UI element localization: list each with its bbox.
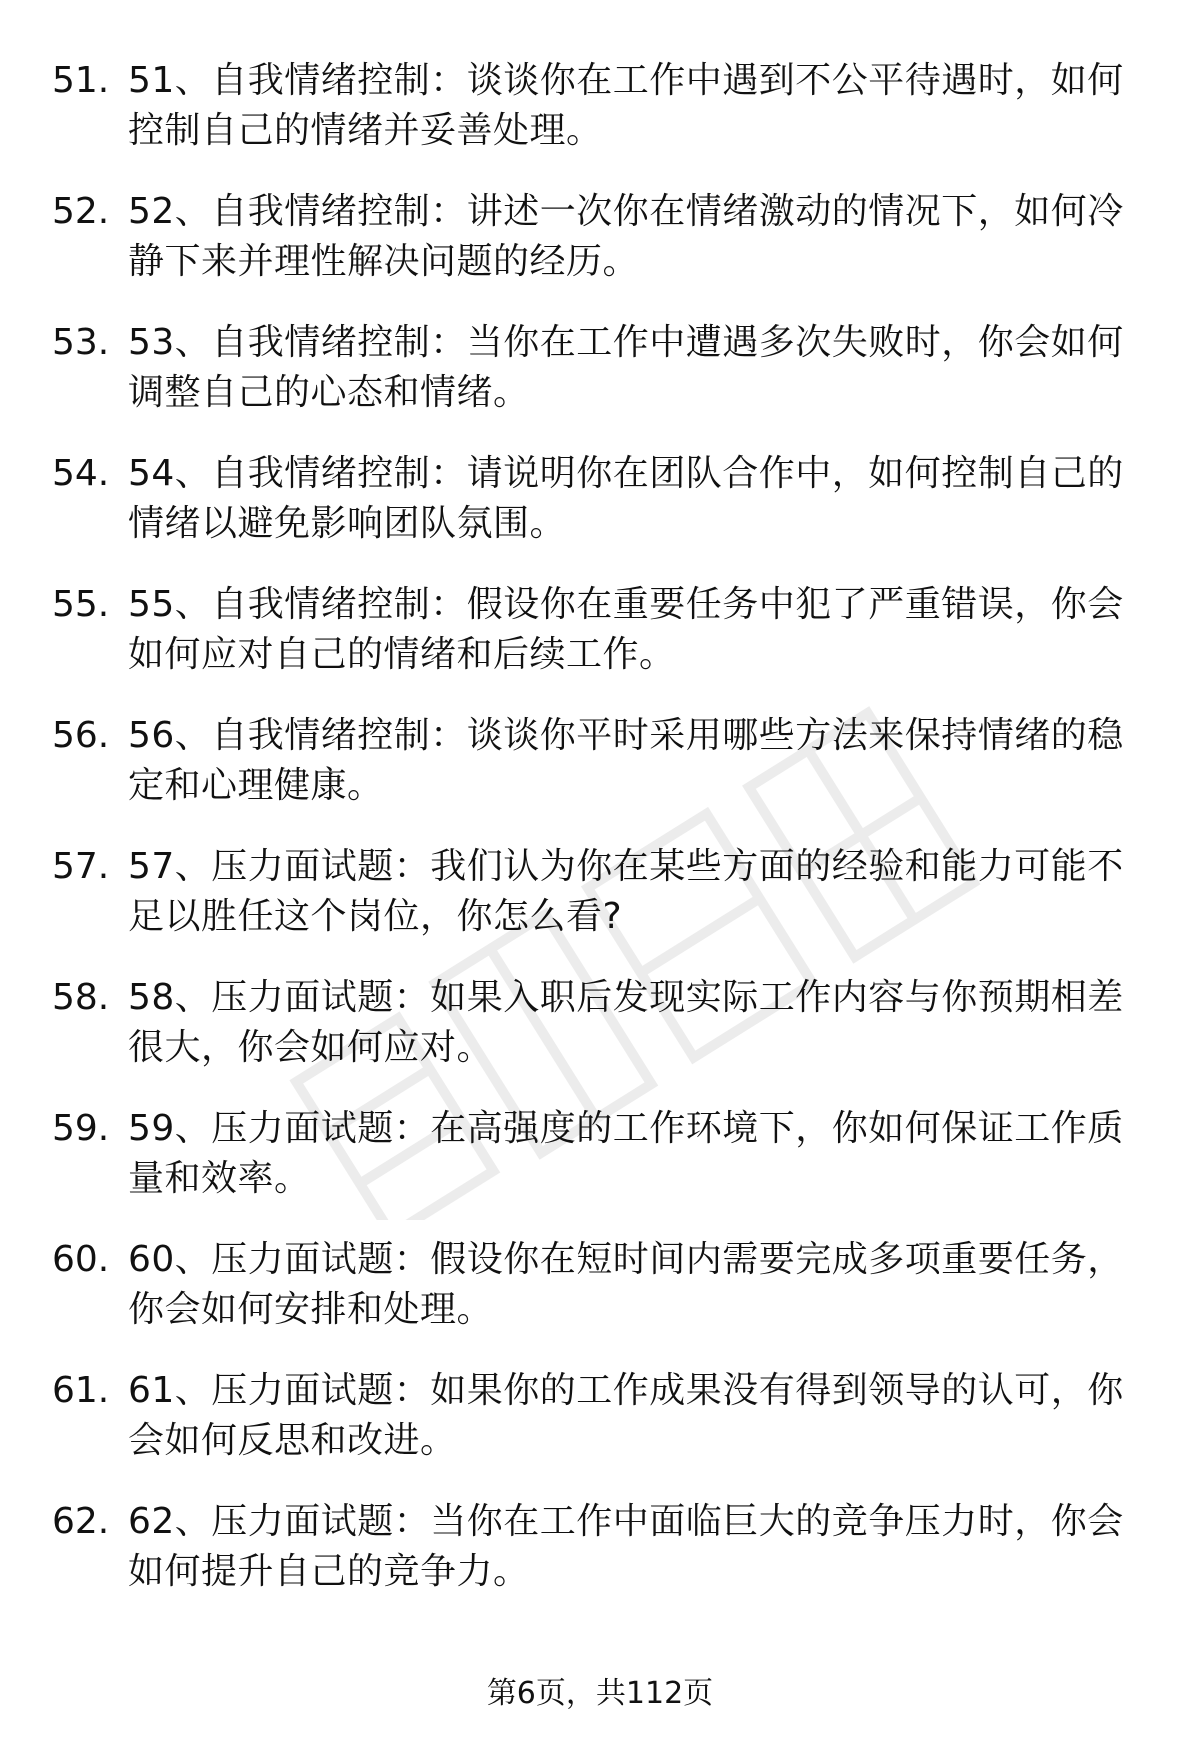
question-number: 54. xyxy=(52,453,110,494)
question-text: 58、压力面试题：如果入职后发现实际工作内容与你预期相差很大，你会如何应对。 xyxy=(128,977,1124,1068)
question-number: 62. xyxy=(52,1501,110,1542)
question-text: 53、自我情绪控制：当你在工作中遭遇多次失败时，你会如何调整自己的心态和情绪。 xyxy=(128,322,1124,413)
list-item xyxy=(0,1497,1200,1628)
list-item xyxy=(0,449,1200,580)
question-number: 56. xyxy=(52,715,110,756)
list-item xyxy=(0,1235,1200,1366)
question-number: 60. xyxy=(52,1239,110,1280)
list-item xyxy=(0,318,1200,449)
question-text: 55、自我情绪控制：假设你在重要任务中犯了严重错误，你会如何应对自己的情绪和后续工作。 xyxy=(128,584,1124,675)
question-list xyxy=(0,56,1200,1628)
question-number: 57. xyxy=(52,846,110,887)
question-text: 51、自我情绪控制：谈谈你在工作中遇到不公平待遇时，如何控制自己的情绪并妥善处理。 xyxy=(128,60,1124,151)
question-text: 59、压力面试题：在高强度的工作环境下，你如何保证工作质量和效率。 xyxy=(128,1108,1124,1199)
list-item xyxy=(0,973,1200,1104)
question-number: 59. xyxy=(52,1108,110,1149)
page-footer: 第6页，共112页 xyxy=(486,1676,714,1711)
question-text: 52、自我情绪控制：讲述一次你在情绪激动的情况下，如何冷静下来并理性解决问题的经历。 xyxy=(128,191,1124,282)
list-item xyxy=(0,1104,1200,1235)
question-number: 52. xyxy=(52,191,110,232)
list-item xyxy=(0,842,1200,973)
question-number: 58. xyxy=(52,977,110,1018)
question-text: 54、自我情绪控制：请说明你在团队合作中，如何控制自己的情绪以避免影响团队氛围。 xyxy=(128,453,1124,544)
question-number: 61. xyxy=(52,1370,110,1411)
list-item xyxy=(0,711,1200,842)
question-text: 60、压力面试题：假设你在短时间内需要完成多项重要任务，你会如何安排和处理。 xyxy=(128,1239,1124,1330)
question-number: 53. xyxy=(52,322,110,363)
question-number: 55. xyxy=(52,584,110,625)
question-text: 57、压力面试题：我们认为你在某些方面的经验和能力可能不足以胜任这个岗位，你怎么看? xyxy=(128,846,1124,937)
question-text: 61、压力面试题：如果你的工作成果没有得到领导的认可，你会如何反思和改进。 xyxy=(128,1370,1124,1461)
question-number: 51. xyxy=(52,60,110,101)
list-item xyxy=(0,1366,1200,1497)
list-item xyxy=(0,56,1200,187)
question-text: 62、压力面试题：当你在工作中面临巨大的竞争压力时，你会如何提升自己的竞争力。 xyxy=(128,1501,1124,1592)
list-item xyxy=(0,187,1200,318)
question-text: 56、自我情绪控制：谈谈你平时采用哪些方法来保持情绪的稳定和心理健康。 xyxy=(128,715,1124,806)
list-item xyxy=(0,580,1200,711)
